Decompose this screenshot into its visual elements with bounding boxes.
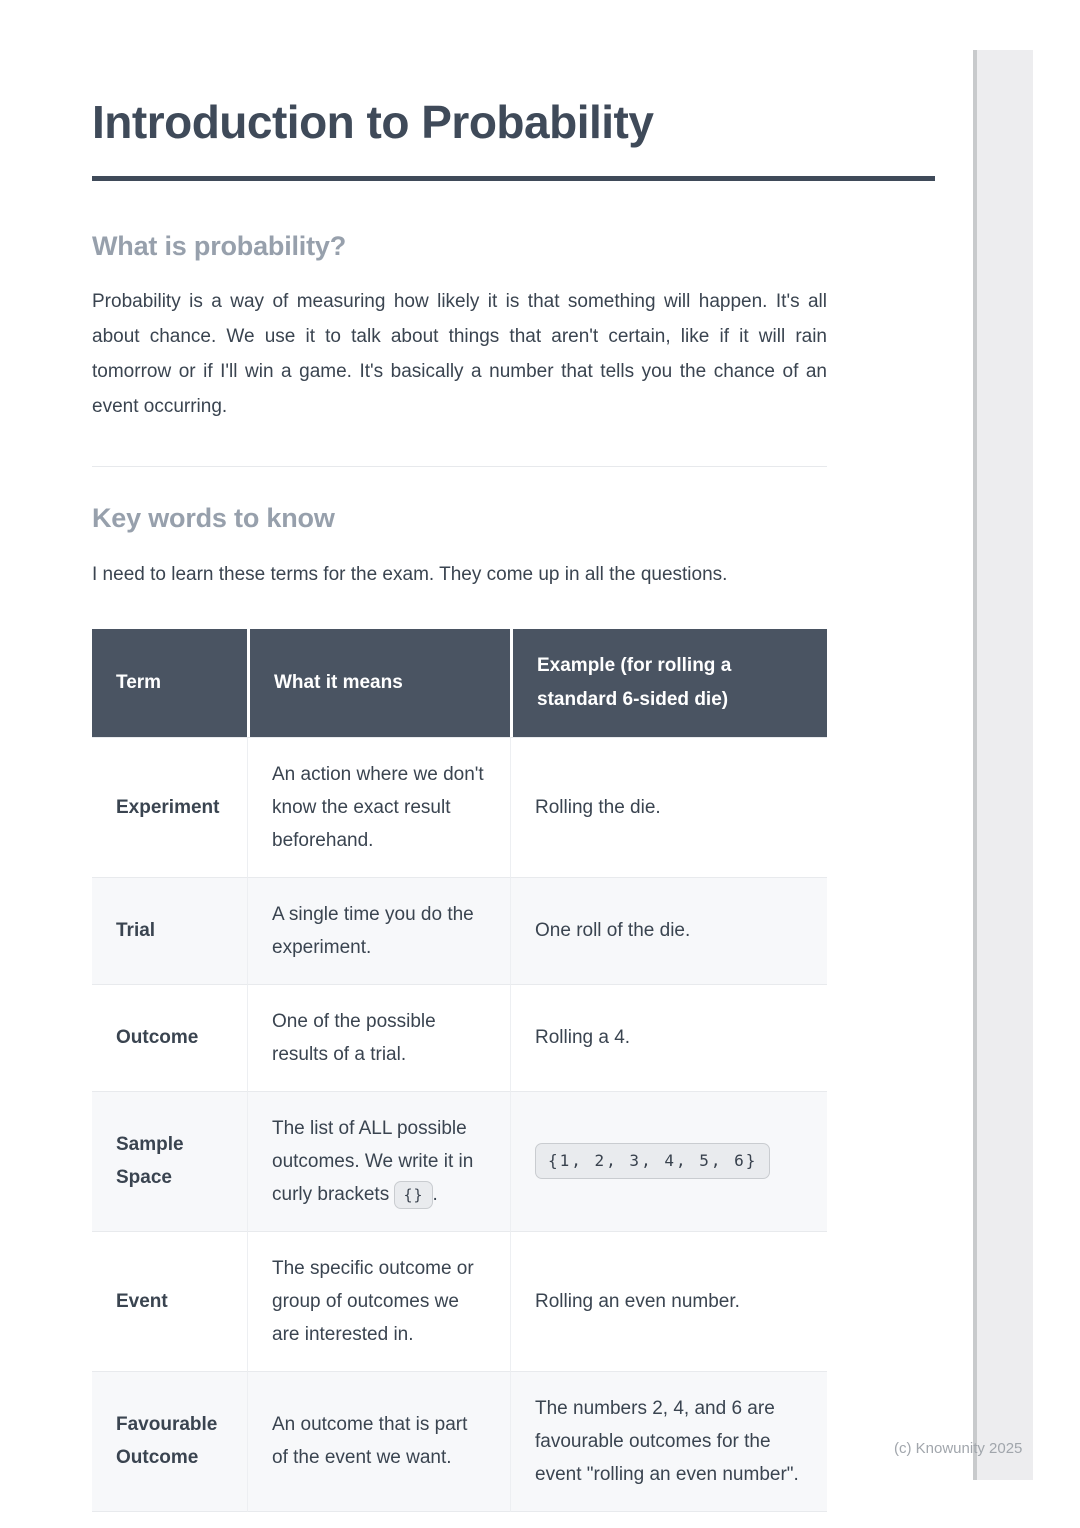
example-event: Rolling an even number.: [510, 1231, 827, 1371]
term-experiment: Experiment: [92, 737, 247, 877]
empty-set-code-chip: {}: [394, 1181, 432, 1209]
table-row-event: [92, 1231, 827, 1371]
example-trial: One roll of the die.: [510, 877, 827, 984]
term-trial: Trial: [92, 877, 247, 984]
term-event: Event: [92, 1231, 247, 1371]
meaning-outcome: One of the possible results of a trial.: [247, 984, 510, 1091]
key-words-intro: I need to learn these terms for the exam. They come up in all the questions.: [92, 563, 728, 585]
scrollbar-track[interactable]: [973, 50, 1033, 1480]
table-header-meaning: What it means: [247, 629, 510, 737]
table-row-trial: [92, 877, 827, 984]
meaning-sample-space-period: .: [432, 1183, 438, 1205]
title-underline: [92, 176, 935, 181]
key-words-table: [92, 629, 827, 1512]
term-outcome: Outcome: [92, 984, 247, 1091]
meaning-event: The specific outcome or group of outcomes we are interested in.: [247, 1231, 510, 1371]
meaning-favourable-outcome: An outcome that is part of the event we want.: [247, 1371, 510, 1512]
table-row-outcome: [92, 984, 827, 1091]
section-heading-what-is-probability: What is probability?: [92, 230, 347, 261]
table-row-sample-space: [92, 1091, 827, 1231]
section-divider: [92, 466, 827, 467]
document-page: [92, 0, 935, 1512]
meaning-experiment: An action where we don't know the exact result beforehand.: [247, 737, 510, 877]
term-sample-space: Sample Space: [92, 1091, 247, 1231]
meaning-sample-space: [247, 1091, 510, 1231]
table-header-term: Term: [92, 629, 247, 737]
table-header-row: [92, 629, 827, 737]
term-favourable-outcome: Favourable Outcome: [92, 1371, 247, 1512]
table-header-example: Example (for rolling a standard 6-sided die): [510, 629, 827, 737]
meaning-trial: A single time you do the experiment.: [247, 877, 510, 984]
sample-space-set-code-chip: {1, 2, 3, 4, 5, 6}: [535, 1143, 770, 1179]
page-title: Introduction to Probability: [92, 96, 654, 148]
example-sample-space: [510, 1091, 827, 1231]
example-experiment: Rolling the die.: [510, 737, 827, 877]
watermark-text: (c) Knowunity 2025: [894, 1440, 1023, 1457]
table-row-favourable-outcome: [92, 1371, 827, 1512]
example-favourable-outcome: The numbers 2, 4, and 6 are favourable outcomes for the event "rolling an even number".: [510, 1371, 827, 1512]
section-heading-key-words: Key words to know: [92, 502, 335, 533]
example-outcome: Rolling a 4.: [510, 984, 827, 1091]
meaning-sample-space-text: The list of ALL possible outcomes. We write it in curly brackets: [272, 1117, 474, 1205]
table-row-experiment: [92, 737, 827, 877]
what-is-probability-paragraph: Probability is a way of measuring how likely it is that something will happen. It's all about chance. We use it to talk about things that aren't certain, like if it will rain tomorrow or if I'll win a game. It's basically a number that tells you the chance of an event occurring.: [92, 290, 827, 417]
